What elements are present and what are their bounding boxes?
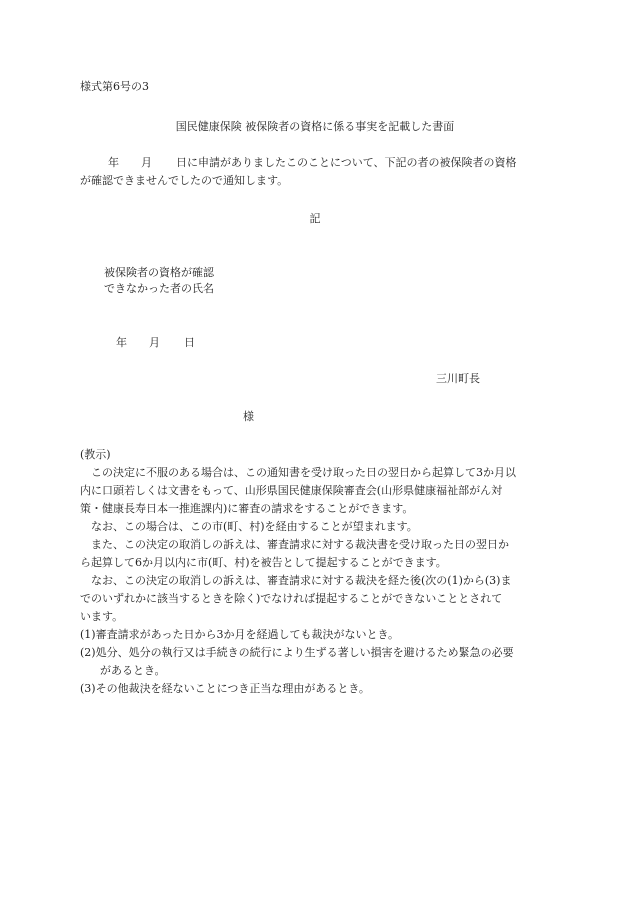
intro-text: 日に申請がありましたこのことについて、下記の者の被保険者の資格 bbox=[176, 156, 517, 169]
date-year-label: 年 bbox=[116, 336, 127, 349]
intro-year-label: 年 bbox=[108, 156, 119, 169]
notice-line: 策・健康長寿日本一推進課内)に審査の請求をすることができます。 bbox=[80, 502, 414, 515]
notice-line: この決定に不服のある場合は、この通知書を受け取った日の翌日から起算して3か月以 bbox=[91, 466, 516, 479]
notice-line: でのいずれかに該当するときを除く)でなければ提起することができないこととされて bbox=[80, 592, 503, 605]
ki-heading: 記 bbox=[309, 212, 321, 225]
notice-date bbox=[116, 336, 195, 349]
notice-item-2-cont: があるとき。 bbox=[100, 664, 166, 677]
recipient-honorific: 様 bbox=[243, 410, 254, 423]
notice-item-1: (1)審査請求があった日から3か月を経過しても裁決がないとき。 bbox=[80, 628, 400, 641]
form-number: 様式第6号の3 bbox=[80, 80, 149, 93]
intro-line-1 bbox=[108, 156, 517, 169]
date-day-label: 日 bbox=[184, 336, 195, 349]
appeal-instructions bbox=[80, 446, 540, 698]
name-label-line-1: 被保険者の資格が確認 bbox=[104, 266, 214, 279]
notice-item-2: (2)処分、処分の執行又は手続きの続行により生ずる著しい損害を避けるため緊急の必要 bbox=[80, 646, 514, 659]
intro-month-label: 月 bbox=[141, 156, 152, 169]
notice-item-3: (3)その他裁決を経ないことにつき正当な理由があるとき。 bbox=[80, 682, 370, 695]
notice-line: また、この決定の取消しの訴えは、審査請求に対する裁決書を受け取った日の翌日か bbox=[91, 538, 509, 551]
notice-line: ら起算して6か月以内に市(町、村)を被告として提起することができます。 bbox=[80, 556, 447, 569]
notice-line: います。 bbox=[80, 610, 124, 623]
date-month-label: 月 bbox=[149, 336, 160, 349]
name-label-line-2: できなかった者の氏名 bbox=[104, 282, 214, 295]
document-title: 国民健康保険 被保険者の資格に係る事実を記載した書面 bbox=[175, 120, 455, 133]
notice-line: 内に口頭若しくは文書をもって、山形県国民健康保険審査会(山形県健康福祉部がん対 bbox=[80, 484, 503, 497]
issuer-name: 三川町長 bbox=[436, 372, 480, 385]
notice-heading: (教示) bbox=[80, 448, 111, 461]
notice-line: なお、この決定の取消しの訴えは、審査請求に対する裁決を経た後(次の(1)から(3)ま bbox=[91, 574, 512, 587]
intro-line-2: が確認できませんでしたので通知します。 bbox=[80, 174, 289, 187]
notice-line: なお、この場合は、この市(町、村)を経由することが望まれます。 bbox=[91, 520, 418, 533]
